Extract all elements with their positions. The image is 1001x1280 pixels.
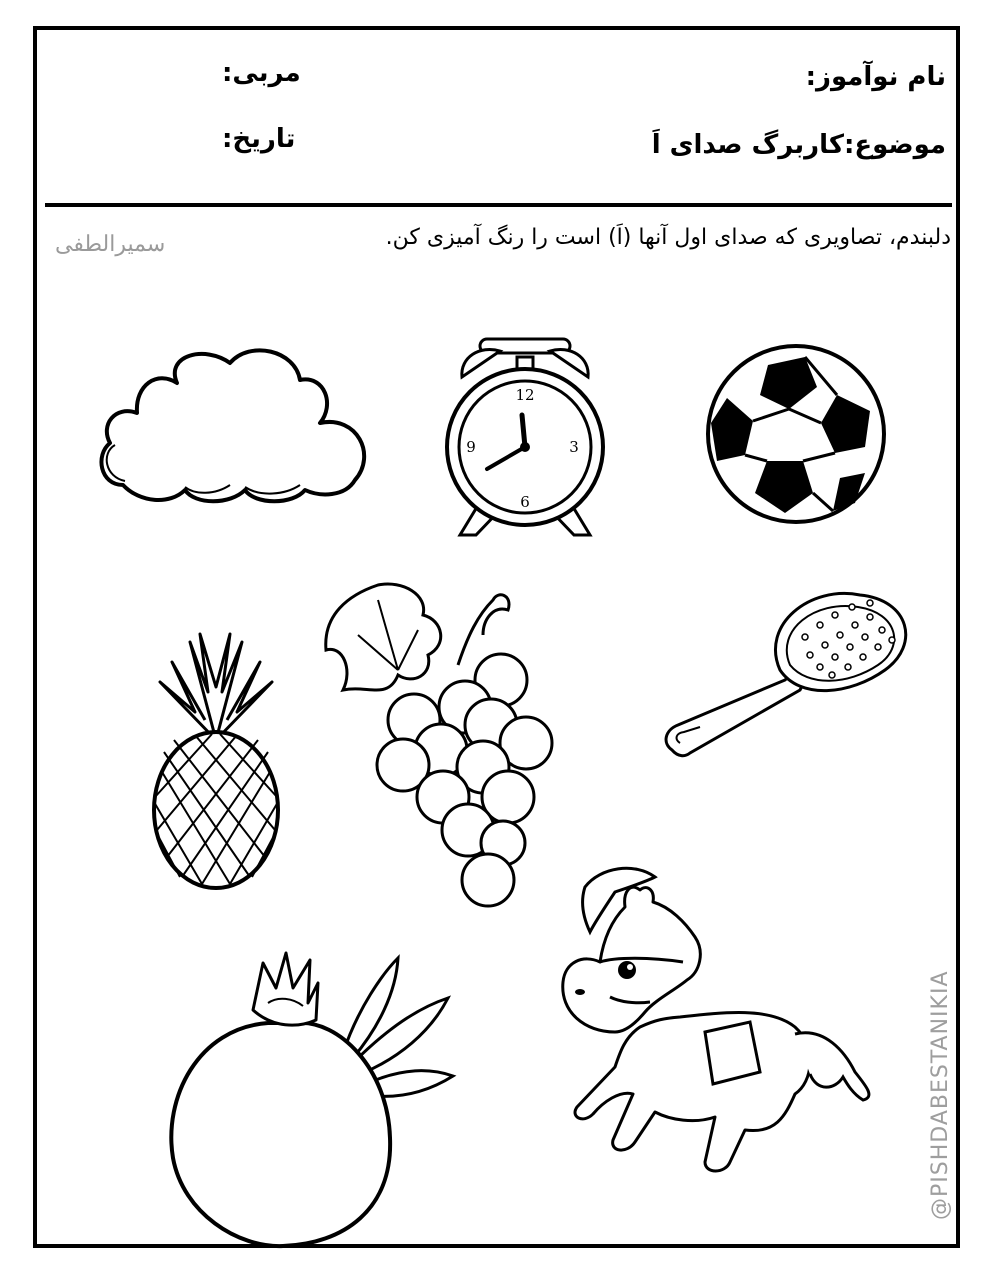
watermark-text: @PISHDABESTANIKIA [928,970,953,1220]
subject-label: موضوع:کاربرگ صدای اَ [651,130,946,160]
student-name-label: نام نوآموز: [805,62,946,92]
grapes-icon [318,575,558,910]
horse-icon [555,862,880,1182]
alarm-clock-icon [440,337,610,542]
clock-number-3: 3 [569,438,579,456]
header-divider [45,203,952,207]
hairbrush-icon [660,575,915,770]
clock-number-9: 9 [466,438,476,456]
cloud-icon [95,345,375,510]
pineapple-icon [150,632,282,890]
clock-number-6: 6 [520,493,530,511]
date-label: تاریخ: [222,124,296,154]
instruction-text: دلبندم، تصاویری که صدای اول آنها (اَ) است را رنگ آمیزی کن. [385,225,951,250]
clock-number-12: 12 [515,386,535,404]
pomegranate-icon [168,948,453,1248]
author-signature: سمیرالطفی [55,232,166,257]
teacher-label: مربی: [222,58,301,88]
soccer-ball-icon [705,343,887,525]
